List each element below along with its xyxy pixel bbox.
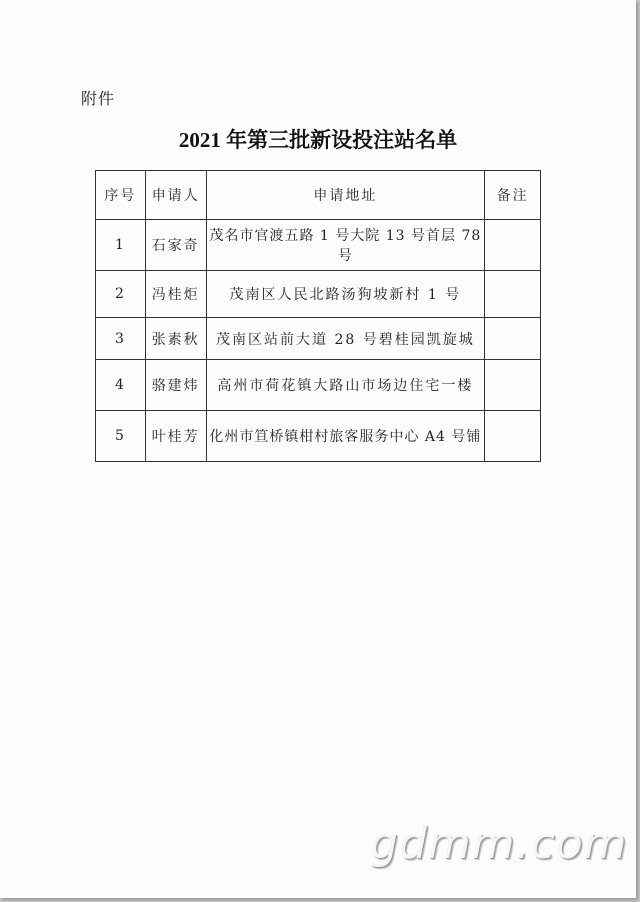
cell-remark [485,411,541,462]
cell-applicant: 石家奇 [145,220,206,271]
table-row [96,411,541,462]
cell-no: 3 [96,318,146,360]
attachment-label: 附件 [81,89,116,108]
cell-remark [485,271,541,318]
table-row [96,360,541,411]
cell-address: 高州市荷花镇大路山市场边住宅一楼 [206,360,485,411]
cell-remark [485,220,541,271]
cell-no: 5 [96,411,146,462]
cell-remark [485,360,541,411]
cell-address: 茂名市官渡五路 1 号大院 13 号首层 78 号 [206,220,485,271]
cell-remark [485,318,541,360]
cell-no: 1 [96,220,146,271]
cell-applicant: 冯桂炬 [145,271,206,318]
cell-applicant: 叶桂芳 [145,411,206,462]
cell-applicant: 张素秋 [145,318,206,360]
header-remark: 备注 [485,171,541,220]
header-address: 申请地址 [206,171,485,220]
document-title: 2021 年第三批新设投注站名单 [178,128,458,152]
cell-no: 4 [96,360,146,411]
table-row [96,318,541,360]
cell-applicant: 骆建炜 [145,360,206,411]
cell-address: 化州市笪桥镇柑村旅客服务中心 A4 号铺 [206,411,485,462]
table-row [96,271,541,318]
header-applicant: 申请人 [145,171,206,220]
station-list-table [95,170,541,462]
cell-address: 茂南区站前大道 28 号碧桂园凯旋城 [206,318,485,360]
header-no: 序号 [96,171,146,220]
table-header-row [96,171,541,220]
cell-address: 茂南区人民北路汤狗坡新村 1 号 [206,271,485,318]
watermark-logo: gdmm.com [370,818,628,869]
table-row [96,220,541,271]
cell-no: 2 [96,271,146,318]
